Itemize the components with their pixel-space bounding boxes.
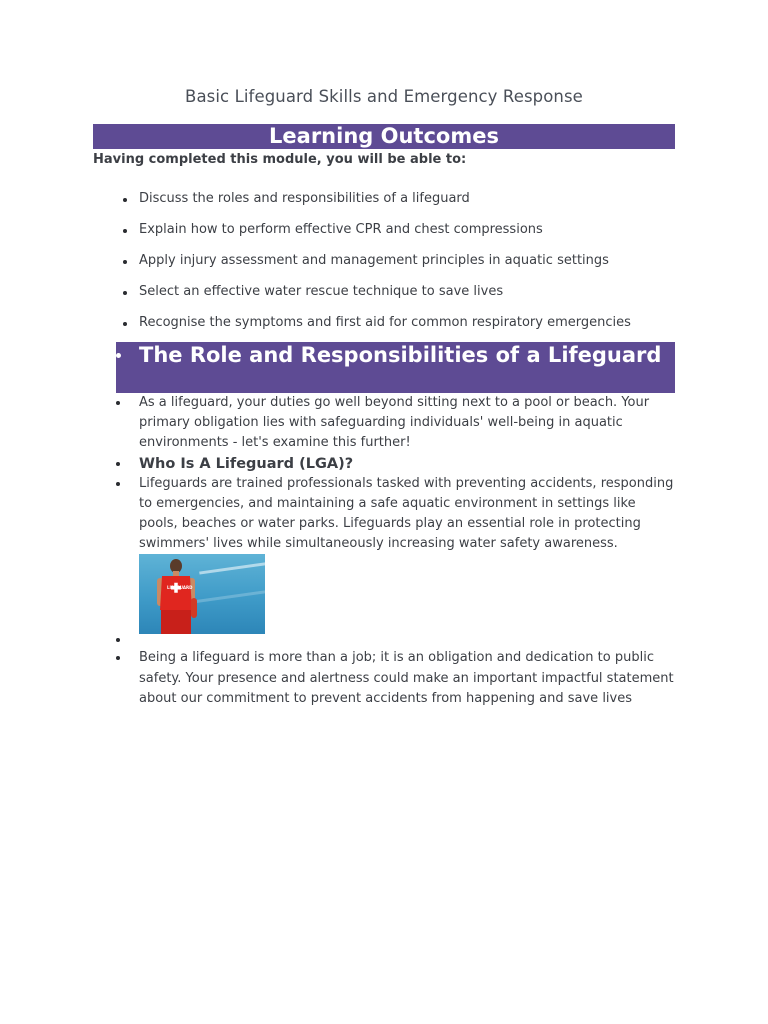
paragraph-duties: As a lifeguard, your duties go well beyond sitting next to a pool or beach. Your primary obligation lies with safeguarding individuals' well-being in aquatic environments - let's examine this further!: [116, 393, 675, 454]
outcome-item: Select an effective water rescue technique to save lives: [93, 282, 693, 313]
outcome-item: Explain how to perform effective CPR and chest compressions: [93, 220, 693, 251]
learning-outcomes-list: [93, 189, 693, 344]
document-title: Basic Lifeguard Skills and Emergency Response: [185, 87, 583, 106]
subheading-who-is-lifeguard: Who Is A Lifeguard (LGA)?: [116, 454, 675, 474]
role-section: [116, 342, 675, 709]
shirt-label: LIFEGUARD: [167, 585, 193, 591]
section-heading: [116, 342, 675, 393]
lifeguard-photo: [139, 554, 265, 634]
outcome-item: Discuss the roles and responsibilities of a lifeguard: [93, 189, 693, 220]
outcome-item: Apply injury assessment and management principles in aquatic settings: [93, 251, 693, 282]
heading-bullet: [116, 353, 121, 358]
section-body-list: [116, 393, 675, 709]
paragraph-definition: Lifeguards are trained professionals tasked with preventing accidents, responding to emergencies, and maintaining a safe aquatic environment in settings like pools, beaches or water parks. Lifeguards play an essential role in protecting swimmers' lives while simultaneously increasing water safety awareness.: [116, 474, 675, 555]
section-heading-text: The Role and Responsibilities of a Lifeguard: [139, 343, 662, 367]
learning-outcomes-intro: Having completed this module, you will be able to:: [93, 152, 467, 167]
learning-outcomes-heading: Learning Outcomes: [93, 124, 675, 149]
image-list-item: [116, 554, 675, 648]
outcome-item: Recognise the symptoms and first aid for common respiratory emergencies: [93, 313, 693, 344]
paragraph-obligation: Being a lifeguard is more than a job; it is an obligation and dedication to public safety. Your presence and alertness could make an important impactful statement about our commitment to prevent accidents from happening and save lives: [116, 648, 675, 709]
